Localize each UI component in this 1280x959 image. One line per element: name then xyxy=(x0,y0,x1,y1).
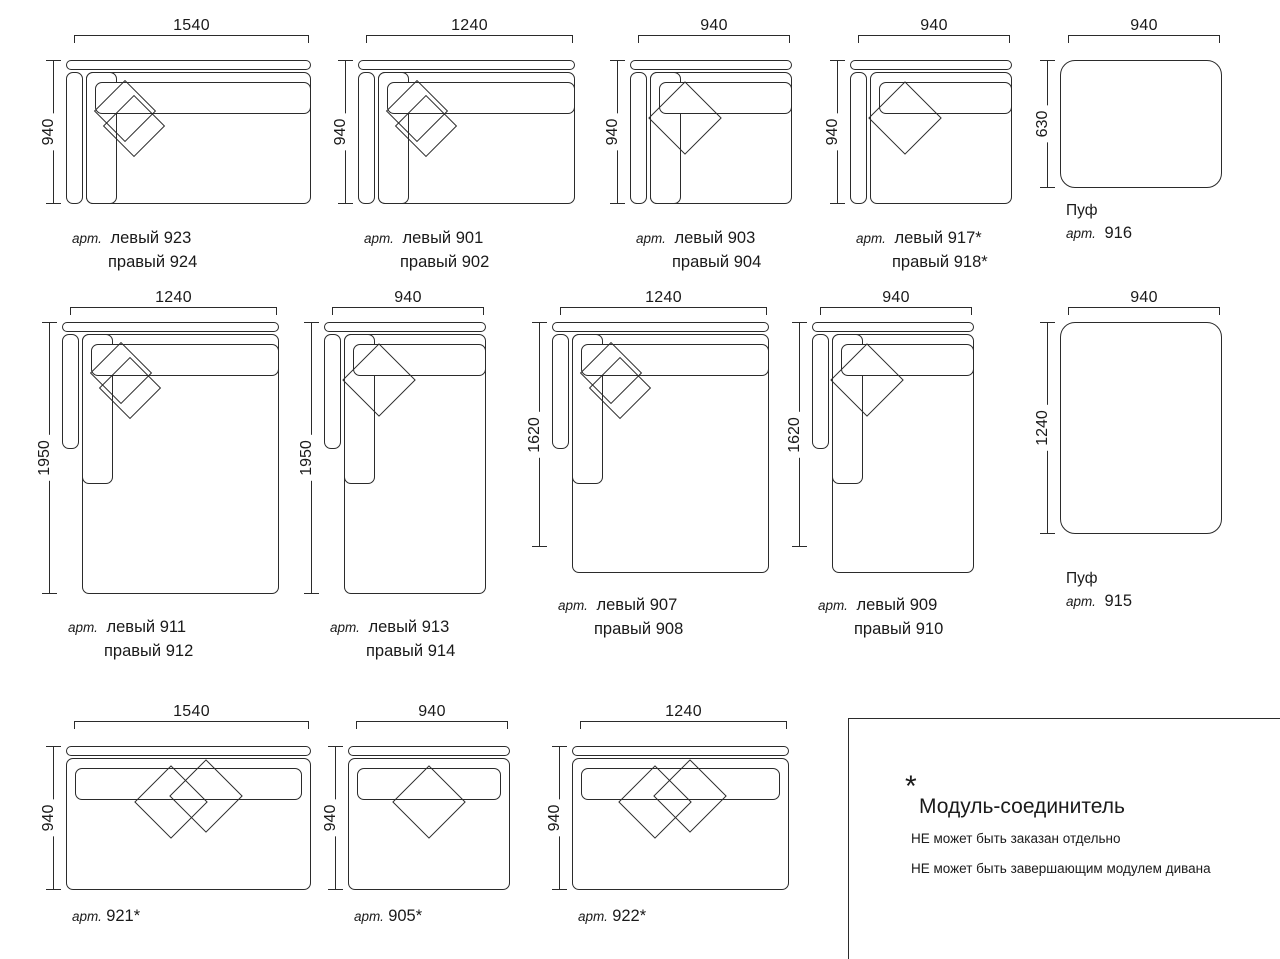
dimension-width-913 xyxy=(332,289,484,310)
art-label-921: арт. xyxy=(72,909,102,924)
caption-905-row-0: 905* xyxy=(388,907,423,925)
dimension-height-923 xyxy=(42,60,56,204)
dimension-height-909 xyxy=(788,322,802,547)
dimension-height-921 xyxy=(42,746,56,890)
dimension-width-923-label: 1540 xyxy=(167,17,216,34)
footnote-line-2: НЕ может быть завершающим модулем дивана xyxy=(911,861,1211,876)
dimension-height-911 xyxy=(38,322,52,594)
art-label-903: арт. xyxy=(636,231,666,246)
caption-923-row-0: левый 923 xyxy=(110,229,192,247)
footnote-title: Модуль-соединитель xyxy=(919,795,1125,818)
caption-923-row-1: правый 924 xyxy=(108,252,198,271)
caption-905 xyxy=(354,905,422,929)
dimension-width-917 xyxy=(858,17,1010,38)
caption-903-row-1: правый 904 xyxy=(672,252,762,271)
dimension-height-916-label: 630 xyxy=(1034,106,1052,143)
caption-911-row-0: левый 911 xyxy=(106,618,187,636)
dimension-width-911 xyxy=(70,289,277,310)
dimension-width-921-label: 1540 xyxy=(167,703,216,720)
dimension-height-917-label: 940 xyxy=(824,114,842,151)
dimension-width-903-label: 940 xyxy=(694,17,734,34)
dimension-height-923-label: 940 xyxy=(40,114,58,151)
dimension-width-911-label: 1240 xyxy=(149,289,198,306)
dimension-width-909-label: 940 xyxy=(876,289,916,306)
caption-915 xyxy=(1066,568,1132,614)
caption-909 xyxy=(818,594,943,642)
dimension-height-905-label: 940 xyxy=(322,800,340,837)
caption-913-row-1: правый 914 xyxy=(366,641,456,660)
art-label-901: арт. xyxy=(364,231,394,246)
dimension-height-905 xyxy=(324,746,338,890)
pouf-name-915: Пуф xyxy=(1066,570,1098,587)
dimension-height-903 xyxy=(606,60,620,204)
caption-916 xyxy=(1066,200,1132,246)
dimension-height-901 xyxy=(334,60,348,204)
caption-903-row-0: левый 903 xyxy=(674,229,756,247)
dimension-width-917-label: 940 xyxy=(914,17,954,34)
caption-916-row-0: 916 xyxy=(1104,224,1133,243)
caption-922 xyxy=(578,905,646,929)
dimension-height-921-label: 940 xyxy=(40,800,58,837)
art-label-911: арт. xyxy=(68,620,98,635)
art-label-905: арт. xyxy=(354,909,384,924)
dimension-width-905-label: 940 xyxy=(412,703,452,720)
caption-907-row-1: правый 908 xyxy=(594,619,684,638)
caption-921 xyxy=(72,905,140,929)
caption-913 xyxy=(330,616,455,664)
dimension-height-909-label: 1620 xyxy=(786,412,804,458)
dimension-width-901 xyxy=(366,17,573,38)
dimension-height-913-label: 1950 xyxy=(298,435,316,481)
art-label-907: арт. xyxy=(558,598,588,613)
dimension-height-916 xyxy=(1036,60,1050,188)
caption-913-row-0: левый 913 xyxy=(368,618,450,636)
dimension-width-915-label: 940 xyxy=(1124,289,1164,306)
dimension-height-907-label: 1620 xyxy=(526,412,544,458)
caption-923 xyxy=(72,227,197,275)
dimension-width-916 xyxy=(1068,17,1220,38)
dimension-height-915 xyxy=(1036,322,1050,534)
footnote-line-1: НЕ может быть заказан отдельно xyxy=(911,831,1121,846)
dimension-width-915 xyxy=(1068,289,1220,310)
connector-note-box xyxy=(848,718,1280,959)
caption-911 xyxy=(68,616,193,664)
art-label-917: арт. xyxy=(856,231,886,246)
art-label-913: арт. xyxy=(330,620,360,635)
dimension-width-901-label: 1240 xyxy=(445,17,494,34)
caption-903 xyxy=(636,227,761,275)
caption-917 xyxy=(856,227,988,275)
dimension-height-911-label: 1950 xyxy=(36,435,54,481)
art-label-909: арт. xyxy=(818,598,848,613)
dimension-width-909 xyxy=(820,289,972,310)
dimension-height-907 xyxy=(528,322,542,547)
dimension-width-913-label: 940 xyxy=(388,289,428,306)
dimension-height-915-label: 1240 xyxy=(1034,405,1052,451)
caption-907 xyxy=(558,594,683,642)
dimension-width-922-label: 1240 xyxy=(659,703,708,720)
art-label-916: арт. xyxy=(1066,226,1096,242)
caption-917-row-1: правый 918* xyxy=(892,252,988,271)
dimension-height-922 xyxy=(548,746,562,890)
caption-901-row-1: правый 902 xyxy=(400,252,490,271)
art-label-922: арт. xyxy=(578,909,608,924)
dimension-width-921 xyxy=(74,703,309,724)
footnote-star: * xyxy=(905,770,917,803)
dimension-width-907-label: 1240 xyxy=(639,289,688,306)
caption-909-row-1: правый 910 xyxy=(854,619,944,638)
caption-907-row-0: левый 907 xyxy=(596,596,678,614)
dimension-height-901-label: 940 xyxy=(332,114,350,151)
pouf-name-916: Пуф xyxy=(1066,202,1098,219)
dimension-width-922 xyxy=(580,703,787,724)
caption-901-row-0: левый 901 xyxy=(402,229,484,247)
dimension-width-907 xyxy=(560,289,767,310)
dimension-width-905 xyxy=(356,703,508,724)
dimension-height-917 xyxy=(826,60,840,204)
caption-911-row-1: правый 912 xyxy=(104,641,194,660)
caption-901 xyxy=(364,227,489,275)
dimension-width-916-label: 940 xyxy=(1124,17,1164,34)
dimension-height-913 xyxy=(300,322,314,594)
caption-922-row-0: 922* xyxy=(612,907,647,925)
dimension-height-922-label: 940 xyxy=(546,800,564,837)
dimension-width-923 xyxy=(74,17,309,38)
caption-921-row-0: 921* xyxy=(106,907,141,925)
caption-917-row-0: левый 917* xyxy=(894,229,982,247)
caption-909-row-0: левый 909 xyxy=(856,596,938,614)
art-label-915: арт. xyxy=(1066,594,1096,610)
caption-915-row-0: 915 xyxy=(1104,592,1133,611)
dimension-width-903 xyxy=(638,17,790,38)
art-label-923: арт. xyxy=(72,231,102,246)
dimension-height-903-label: 940 xyxy=(604,114,622,151)
